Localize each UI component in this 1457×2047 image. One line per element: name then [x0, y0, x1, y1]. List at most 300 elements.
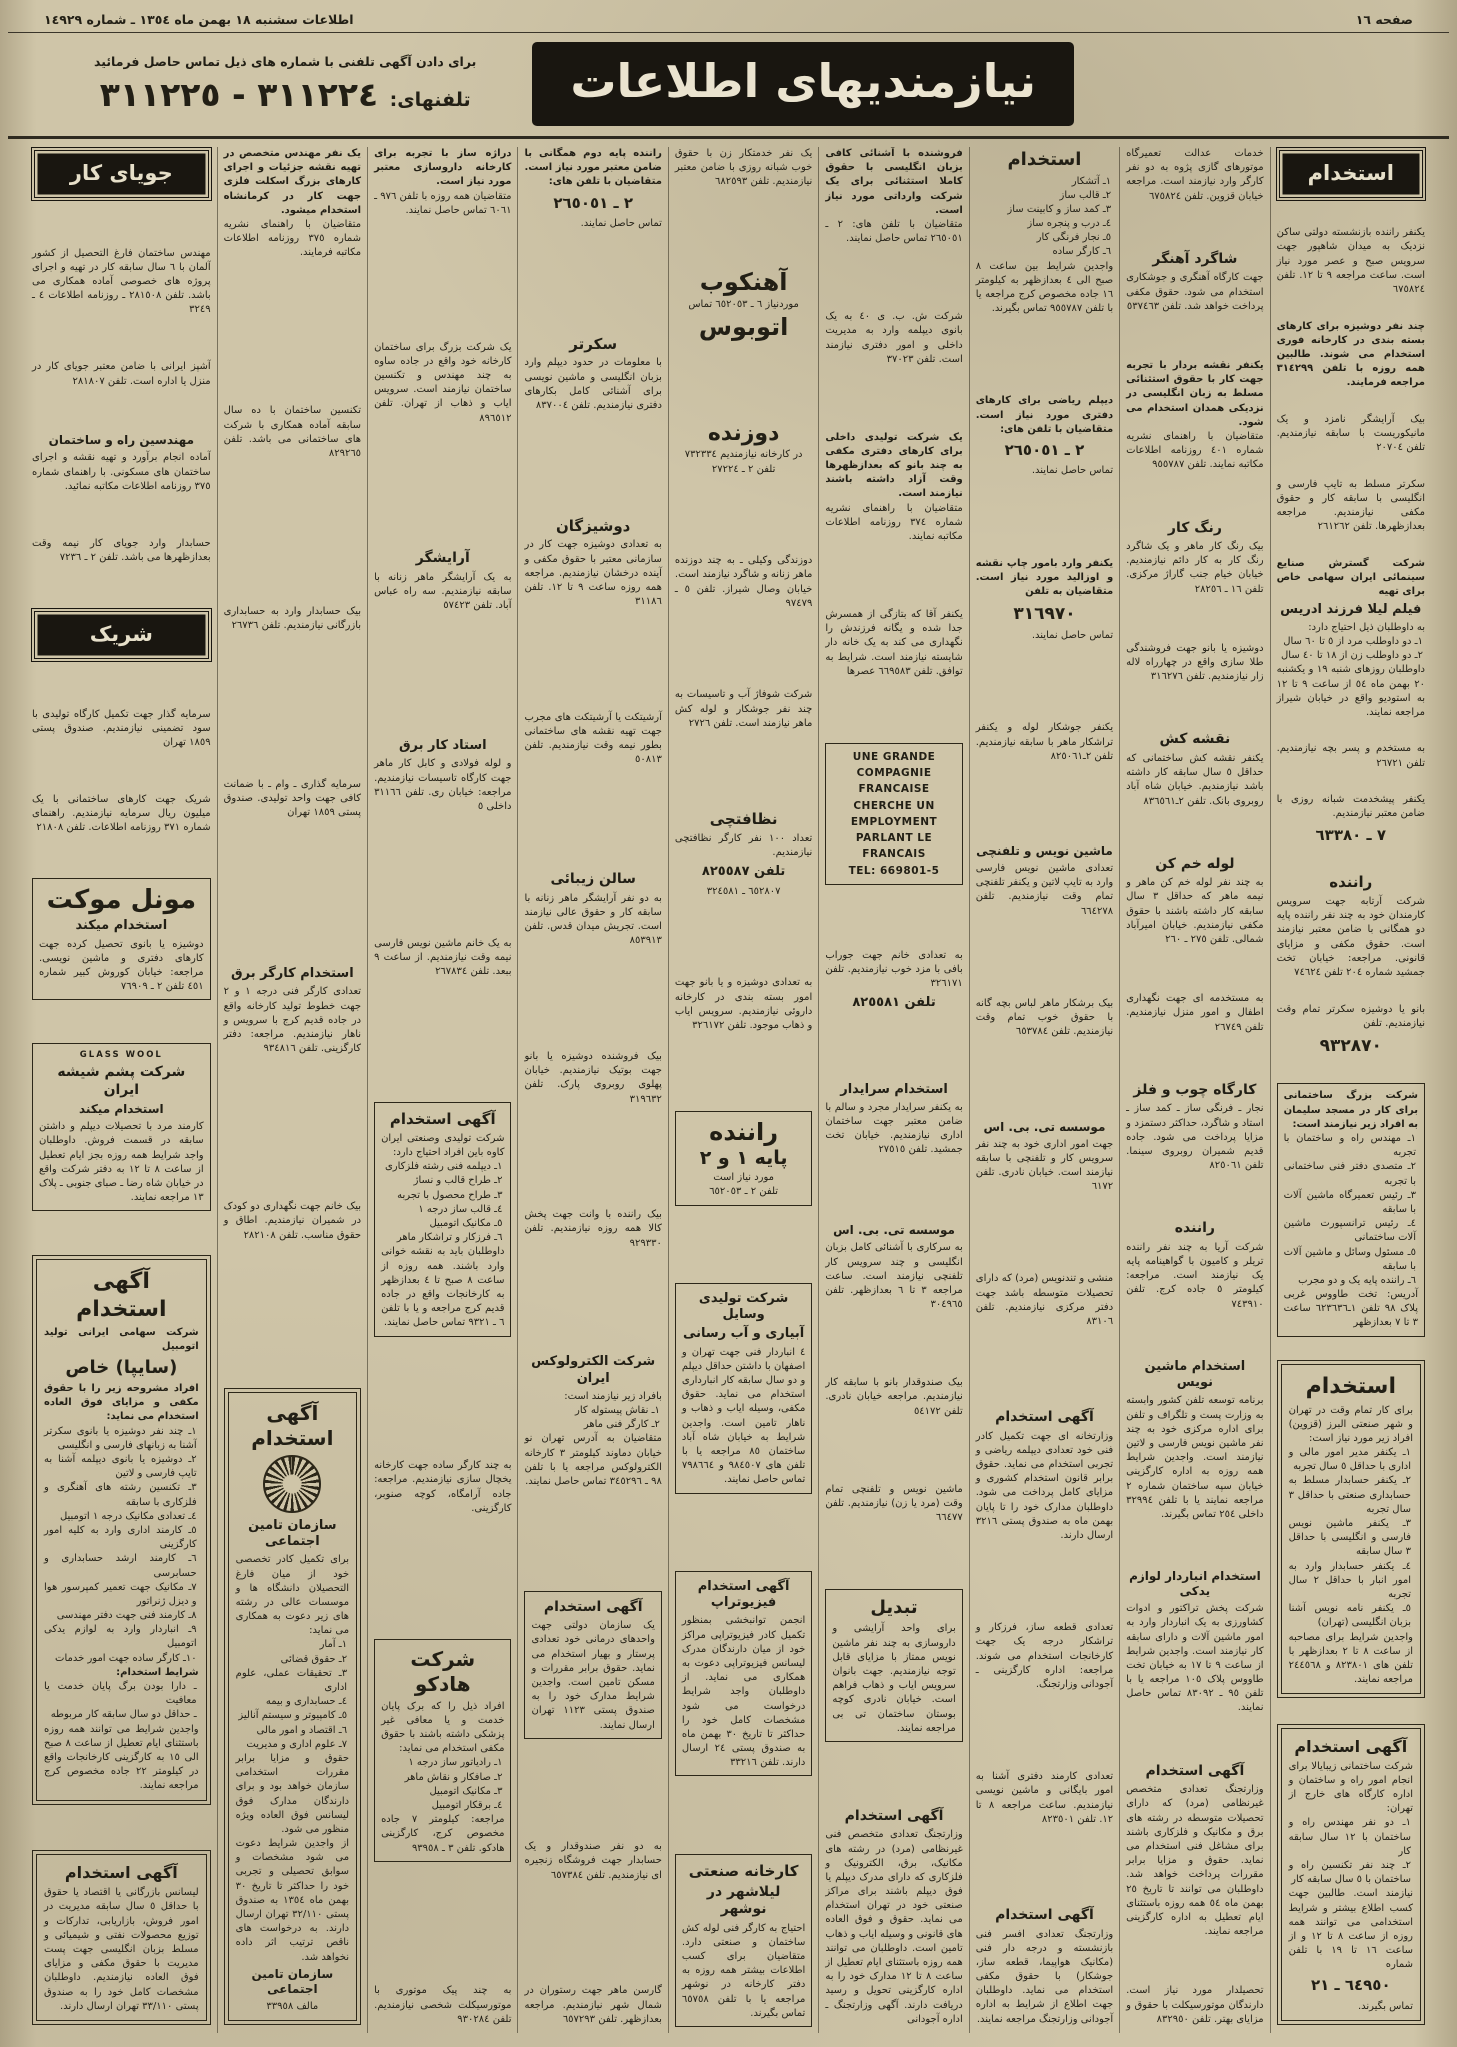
ad-lead-text: راننده پایه دوم همگانی با ضامن معتبر مورد نیاز است. متقاضیان با تلفن های:: [524, 148, 662, 188]
ad-list-item: ۱ـ مهندس راه و ساختمان با تجربه: [1283, 1133, 1416, 1159]
ad-body-text: مراجعه: کیلومتر ۷ جاده مخصوص کرج، کارگزینی هادکو. تلفن ۳ ـ ۹۳۹٥۸: [381, 1814, 505, 1854]
classified-ad: [32, 431, 211, 494]
ad-body-text: متقاضیان به آدرس تهران نو خیابان دماوند کیلومتر ۳ کارخانه الکترولوکس مراجعه یا با تلفن ۹۸ ـ ۳٤٥۲۹٦ تماس حاصل نمایند.: [524, 1433, 662, 1487]
classified-ad: [224, 1200, 361, 1243]
ad-body-text: یکنفر پیشخدمت شبانه روزی با ضامن معتبر نیازمندیم.: [1276, 794, 1425, 820]
ad-heading: نقشه کش: [1159, 731, 1231, 748]
ad-latin-text: FRANCAISE: [858, 783, 930, 796]
ad-list-item: ٦ـ کارگر ساده: [1052, 246, 1112, 258]
ad-body-text: شرکت ساختمانی زیبایالا برای انجام امور راه و ساختمان و اداره کارگاه های خارج از تهران:: [1288, 1760, 1413, 1815]
ad-body-text: به مستخدمه ای جهت نگهداری اطفال و امور منزل نیازمندیم. تلفن ۲٦۷٤۹: [1126, 993, 1264, 1033]
ad-heading: استخدام انباردار لوازم یدکی: [1129, 1569, 1261, 1599]
ad-heading: استخدام کارگر برق: [231, 966, 354, 982]
ad-list-item: ۱ـ نقاش پیستوله کار: [575, 1405, 660, 1417]
ad-body-text: آرشیتکت یا آرشیتکت های مجرب جهت تهیه نقشه های ساختمانی بطور نیمه وقت نیازمندیم. تلفن ٥۰۸۱۳: [524, 711, 662, 766]
ad-body-text: تماس حاصل نمایند.: [1031, 630, 1114, 642]
ad-list-item: ـ حداقل دو سال سابقه کار مربوطه: [50, 1709, 197, 1721]
ad-body-text: یکنفر راننده بازنشسته دولتی ساکن نزدیک به میدان شاهپور جهت سرویس صبح و عصر مورد نیاز است. ساعت مراجعه ۹ تا ۱۲. تلفن ٦۷٥۸۲٤: [1276, 227, 1425, 295]
ad-body-text: بیک خانم جهت نگهداری دو کودک در شمیران نیازمندیم. اطاق و حقوق مناسب. تلفن ۲۸۲۱۰۸: [223, 1201, 362, 1241]
ad-body-text: جهت کارگاه آهنگری و جوشکاری استخدام می شود. حقوق مکفی پرداخت خواهد شد. تلفن ٥۳۷٤٦۳: [1126, 272, 1264, 312]
ad-list-item: ٥ـ کامپیوتر و سیستم آنالیز: [238, 1710, 348, 1722]
classified-ad: [524, 1050, 661, 1107]
ad-body-text: تماس حاصل نمایند.: [1031, 465, 1114, 477]
classified-ad: [675, 976, 812, 1033]
classified-ad: [1126, 1761, 1263, 1940]
ad-list-item: ۲ـ کارگر فنی ماهر: [583, 1419, 660, 1431]
ad-list-item: ۳ـ تحقیقات عملی، علوم اداری: [235, 1667, 348, 1694]
date-line: اطلاعات سشنبه ۱۸ بهمن ماه ۱۳٥٤ ـ شماره ۱٤۹۲۹: [44, 12, 354, 27]
ad-lead-text: فروشنده با آشنائی کافی بزبان انگلیسی با حقوق کاملا استثنائی برای یک شرکت وارداتی مورد نیاز است.: [825, 148, 963, 216]
classified-ad: [1126, 1218, 1263, 1311]
ad-body-text: وزارتجنگ تعدادی متخصص فنی غیرنظامی (مرد) در رشته های مکانیک، برق، الکترونیک و فلزکاری که دارای مدرک دیپلم یا فوق دیپلم باشند برای مراکز صنعتی خود در تهران استخدام می نماید. حقوق و فوق العاده های قانونی و وسیله ایاب و ذهاب تامین است. داوطلبان می توانند همه روزه باستثنای ایام تعطیل از ساعت ۸ تا ۱۲ مدارک خود را به اداره کارگزینی تحویل و رسید دریافت دارند. آگهی وزارتجنگ ـ اداره آجودانی: [825, 1829, 963, 2025]
classified-ad: [675, 1111, 812, 1206]
ad-list-item: ٤ـ قالب ساز درجه ۱: [418, 1203, 503, 1215]
classified-ad: [374, 548, 511, 613]
classified-ad: [374, 1639, 511, 1862]
ad-body-text: دوزندگی وکیلی ـ به چند دوزنده ماهر زنانه و شاگرد نیازمند است. خیابان وصال شیراز. تلفن ٥ ـ ۹۷٤۷۹: [674, 555, 813, 609]
classified-ad: [825, 1080, 962, 1158]
ad-list-item: ۹ـ انباردار وارد به لوازم یدکی اتومبیل: [44, 1624, 197, 1650]
phone-numbers-line: [50, 75, 520, 114]
ad-body-text: به چند نفر لوله خم کن ماهر و نیمه ماهر که حداقل ۳ سال سابقه کار داشته باشند با حقوق مکفی نیازمندیم. خیابان امیرآباد شمالی. تلفن ۲۷٥ ـ ۲٦۰: [1126, 877, 1264, 945]
ad-body-text: بانو یا دوشیزه سکرتر تمام وقت نیازمندیم. تلفن: [1276, 1003, 1425, 1029]
ad-phone-number: ۷ ـ ٦۳۳۸۰: [1315, 825, 1387, 844]
ad-list-item: ۲ـ صافکار و نقاش ماهر: [404, 1771, 503, 1783]
ad-body-text: تعدادی قطعه ساز، فرزکار و تراشکار درجه یک جهت کارخانجات استخدام می شوند. مراجعه: اداره کارگزینی ـ آجودانی وزارتجنگ.: [975, 1622, 1114, 1690]
ad-body-text: احتیاج به کارگر فنی لوله کش ساختمان و صنعتی دارد. متقاضیان برای کسب اطلاعات بیشتر همه روزه به دفتر کارخانه در نوشهر مراجعه یا با تلفن ٦٥۷٥۸ تماس بگیرند.: [681, 1922, 806, 2019]
ad-latin-text: TEL: 669801-5: [848, 864, 940, 877]
ad-lead-text: چند نفر دوشیزه برای کارهای بسته بندی در کارخانه فوری استخدام می شوند. طالبین همه روزه با تلفن ۳۱٤۲۹۹ مراجعه فرمایند.: [1276, 320, 1425, 389]
ad-heading: راننده: [1174, 1220, 1215, 1237]
column-2: [1119, 147, 1269, 2033]
ad-heading: کارخانه صنعتی: [688, 1861, 799, 1880]
ad-lead-text: شرایط استخدام:: [116, 1666, 199, 1678]
ad-center-text: موردنیاز ٦ ـ ٦٥۲۰٥۳ تماس: [688, 298, 799, 310]
classified-ad: [825, 431, 962, 545]
ad-phone-number: ۲ ـ ۲٦٥۰٥۱: [553, 193, 634, 212]
classified-ad: [524, 1208, 661, 1251]
classified-ad: [976, 1272, 1113, 1329]
column-1: [1270, 147, 1431, 2033]
ad-list-item: ۸ـ کارمند فنی جهت دفتر مهندسی: [56, 1610, 197, 1622]
classified-ad: [1277, 478, 1425, 535]
classified-ad: [1126, 518, 1263, 597]
ad-list-item: ۳ـ رئیس تعمیرگاه ماشین آلات با سابقه: [1283, 1189, 1416, 1215]
ad-list-item: ۳ـ کمد ساز و کابینت ساز: [1007, 203, 1112, 215]
ad-heading: آبیاری و آب رسانی: [682, 1326, 805, 1342]
ad-body-text: ٤ انباردار فنی جهت تهران و اصفهان با داشتن حداقل دیپلم و دو سال سابقه کار انبارداری استخدام می نماید. حقوق مکفی، وسیله ایاب و ذهاب و ناهار تامین است. واجدین شرایط به خیابان شاه آباد ساختمان ۸٥ مراجعه یا با تلفن های ۹۸٤٥۰۷ و ۷۹۸٦٦٤ تماس حاصل نمایند.: [681, 1346, 806, 1486]
masthead-row: [8, 33, 1449, 139]
ad-body-text: شرکت آرتابه جهت سرویس کارمندان خود به چند نفر راننده پایه دو همگانی با ضامن معتبر نیازمند است. حقوق مکفی و مزایای قانونی. مراجعه: خیابان تخت جمشید شماره ۲۰٤ تلفن ۷٤٦۲٤: [1276, 896, 1425, 978]
columns: [0, 139, 1457, 2033]
ad-list-item: ۷ـ مکانیک جهت تعمیر کمپرسور هوا و دیزل ژنراتور: [44, 1581, 197, 1607]
ad-body-text: به چند پیک موتوری با موتورسیکلت شخصی نیازمندیم. تلفن ۹۳۰۲۸٤: [374, 1985, 512, 2025]
ad-list-item: ۱ـ دو داوطلب مرد از ٥ تا ٦۰ سال: [1283, 635, 1423, 647]
ad-body-text: شرکت شوفاژ آب و تاسیسات به چند نفر جوشکار و لوله کش ماهر نیازمند است. تلفن ۲۷۲٦: [674, 689, 813, 729]
ad-center-text: در کارخانه نیازمندیم ۷۳۲۳۳٤: [684, 449, 803, 461]
classified-ad: [1126, 249, 1263, 314]
classified-ad: [976, 1905, 1113, 2027]
ad-heading: فیلم لیلا فرزند ادریس: [1280, 601, 1422, 617]
classified-ad: [1277, 1003, 1425, 1062]
ad-heading: استخدام میکند: [79, 1102, 164, 1117]
classified-ad: [825, 1589, 962, 1742]
ad-heading: شرکت الکترولوکس ایران: [531, 1354, 656, 1386]
ad-heading: آگهی استخدام: [251, 1400, 334, 1450]
classified-ad: [32, 608, 211, 665]
classified-ad: [374, 1102, 511, 1336]
ad-body-text: وزارتجنگ تعدادی متخصص غیرنظامی (مرد) که دارای تحصیلات متوسطه در رشته های برق و مکانیک و فلزکاری باشند برای مشاغل فنی استخدام می نماید. حقوق و مزایا برابر مقررات پرداخت خواهد شد. داوطلبان می توانند تا تاریخ ۲٥ بهمن ماه ٥٤ همه روزه باستثنای ایام تعطیل به اداره کارگزینی مراجعه نمایند.: [1126, 1784, 1264, 1938]
classified-ad: [1126, 992, 1263, 1035]
ad-heading: سالن زیبائی: [550, 871, 636, 888]
ad-heading: مهندسین راه و ساختمان: [48, 433, 195, 448]
ad-heading: شرکت هادکو: [410, 1646, 476, 1696]
ad-heading: آگهی استخدام: [76, 1269, 167, 1322]
ad-body-text: خدمات عدالت تعمیرگاه موتورهای گازی پژوه به دو نفر کارگر وارد نیازمند است. مراجعه خیابان قزوین. تلفن ٦۷٥۸۲٤: [1126, 148, 1264, 202]
ad-lead-text: شرکت سهامی ایرانی تولید اتومبیل: [44, 1327, 199, 1353]
ad-body-text: حقوق و مزایا برابر مقررات استخدامی سازمان خواهد بود و برای دارندگان مدارک فوق لیسانس فوق العاده ویژه منظور می شود.: [235, 1752, 350, 1835]
ad-body-text: متقاضیان با راهنمای نشریه شماره ٤۰۱ روزنامه اطلاعات مکاتبه نمایند. تلفن ۹٥٥۷۸۷: [1126, 430, 1264, 471]
classified-ad: [1126, 642, 1263, 685]
ad-heading: آگهی استخدام: [995, 1409, 1094, 1426]
ad-lead-text: شرکت بزرگ ساختمانی برای کار در مسجد سلیمان به افراد زیر نیازمند است:: [1283, 1090, 1418, 1130]
classified-ad: [1126, 1567, 1263, 1716]
ad-body-text: به چند کارگر ساده جهت کارخانه یخچال سازی نیازمندیم. مراجعه: جاده آرامگاه، کوچه صنوبر، کارگزینی.: [374, 1460, 512, 1514]
ad-list-item: ٦ـ اقتصاد و امور مالی: [256, 1724, 348, 1736]
column-7: [367, 147, 517, 2033]
ad-list-item: ۲ـ قالب ساز: [1059, 189, 1112, 201]
ad-body-text: منشی و تندنویس (مرد) که دارای تحصیلات متوسطه باشد جهت دفتر مرکزی نیازمندیم. تلفن ۸۳۱۰٦: [975, 1273, 1114, 1327]
ad-heading: لوله خم کن: [1155, 855, 1235, 872]
ad-center-text: تلفن ۲ ـ ٦٥۲۰٥۳: [709, 1186, 779, 1198]
ad-heading: آگهی استخدام: [1294, 1736, 1408, 1756]
ad-body-text: با معلومات در حدود دیپلم وارد بزبان انگلیسی و ماشین نویسی برای آشنائی کامل بکارهای دفتری نیازمندیم. تلفن ۸۳۷۰۰٤: [524, 357, 662, 411]
ad-body-text: تحصیلدار مورد نیاز است. دارندگان موتورسیکلت با حقوق و مزایای بهتر. تلفن ۸۳۲۹٥۰: [1126, 1985, 1264, 2025]
ad-body-text: برای کار تمام وقت در تهران و شهر صنعتی البرز (قزوین) افراد زیر مورد نیاز است:: [1288, 1404, 1413, 1444]
ad-heading: سکرتر: [569, 334, 618, 353]
ad-list-item: ٤ـ برقکار اتومبیل: [431, 1799, 503, 1811]
classified-ad: [675, 688, 812, 731]
ad-heading: رنگ کار: [1167, 519, 1222, 536]
classified-ad: [1277, 793, 1425, 849]
ad-body-text: بیک راننده با وانت جهت پخش کالا همه روزه نیازمندیم. تلفن ۹۲۹۳۳۰: [524, 1209, 662, 1249]
column-3: [969, 147, 1119, 2033]
ad-body-text: گارسن ماهر جهت رستوران در شمال شهر نیازمندیم. مراجعه بعدازظهر. تلفن ٦٥۷۲۹۳: [524, 1985, 662, 2025]
ad-list-item: ٤ـ حسابداری و بیمه: [265, 1696, 348, 1708]
ad-body-text: آدریس: تخت طاووس غربی پلاک ۹۸ تلفن ۱ـ٦۲۳٦۳٦ ساعت ۳ تا ۷ بعدازظهر: [1283, 1289, 1419, 1329]
classified-ad: [976, 997, 1113, 1040]
ad-list-item: ۷ـ علوم اداری و مدیریت: [246, 1738, 348, 1750]
classified-ad: [524, 711, 661, 768]
classified-ad: [1277, 320, 1425, 391]
ad-body-text: به مستخدم و پسر بچه نیازمندیم. تلفن ۲٦۷۲۱: [1276, 743, 1425, 769]
ad-body-text: آشپز ایرانی با ضامن معتبر جویای کار در منزل یا اداره است. تلفن ۲۸۱۸۰۷: [32, 361, 211, 387]
ad-body-text: واجدین شرایط می توانند همه روزه باستثنای ایام تعطیل از ساعت ۸ صبح الی ۱٥ به کارگزینی کارخانجات واقع در کیلومتر ۲۲ جاده مخصوص کرج مراجعه نمایند.: [44, 1723, 199, 1792]
ad-body-text: انجمن توانبخشی بمنظور تکمیل کادر فیزیوتراپی مراکز خود از میان دارندگان مدرک لیسانس فیزیوتراپی دعوت به همکاری می نماید. از داوطلبان واجد شرایط درخواست می شود مشخصات کامل خود را حداکثر تا تاریخ ۳۰ بهمن ماه به صندوق پستی ۲٤ ارسال دارند. تلفن ۳۳۲۱٦: [681, 1615, 806, 1769]
ad-heading: سازمان تامین اجتماعی: [251, 1966, 334, 1996]
classified-ad: [675, 420, 812, 477]
classified-ad: [524, 869, 661, 948]
classified-ad: [32, 147, 211, 204]
ad-list-item: ۲ـ طراح قالب و نساژ: [413, 1175, 503, 1187]
ad-big-heading: اتوبوس: [698, 312, 789, 341]
ad-body-text: دوشیزه یا بانوی تحصیل کرده جهت کارهای دفتری و ماشین نویسی. مراجعه: خیابان کوروش کبیر شماره ٤٥۱ تلفن ۲ ـ ۷٦۹۰۹: [39, 938, 204, 993]
page-number: صفحه ۱٦: [1355, 12, 1413, 27]
section-header: جویای کار: [34, 150, 209, 198]
ad-body-text: به تعدادی دوشیزه و یا بانو جهت امور بسته بندی در کارخانه داروئی نیازمندیم. سرویس ایاب و ذهاب موجود. تلفن ۳۲٦۱۷۲: [674, 977, 813, 1031]
phone-numbers: ۳۱۱۲۲٤ - ۳۱۱۲۲٥: [99, 75, 379, 114]
classified-ad: [825, 147, 962, 246]
ad-heading: سازمان تامین اجتماعی: [248, 1517, 337, 1550]
ad-lead-text: یک نفر مهندس متخصص در تهیه نقشه جزئیات و اجرای کارهای بزرگ اسکلت فلزی جهت کار در کرمانشاه استخدام میشود.: [223, 148, 362, 216]
ad-body-text: شرکت تولیدی وصنعتی ایران کاوه باین افراد احتیاج دارد:: [381, 1132, 505, 1159]
classified-ad: [825, 1376, 962, 1419]
column-8: [217, 147, 367, 2033]
ad-list-item: ٥ـ نجار فرنگی کار: [1036, 232, 1112, 244]
ad-list-item: ٥ـ کارمند اداری وارد به کلیه امور کارگزینی: [44, 1524, 197, 1551]
classified-ad: [524, 515, 661, 610]
ad-heading: استاد کار برق: [398, 738, 487, 754]
ad-body-text: یک سازمان دولتی جهت واحدهای درمانی خود تعدادی پرستار و بهیار استخدام می نماید. حقوق برابر مقررات و مسکن تامین است. واجدین شرایط مدارک خود را به صندوق پستی ۱۱۲۳ تهران ارسال نمایند.: [531, 1620, 655, 1731]
ad-body-text: یکنفر آقا که بتازگی از همسرش جدا شده و یگانه فرزندش را نگهداری می کند به یک خانه دار شایسته نیازمند است. شرایط به توافق. تلفن ٦٦۹٥۸۳ عصرها: [825, 609, 963, 677]
ad-list-item: ۱ـ یکنفر مدیر امور مالی و اداری با حداقل ٥ سال تجربه: [1288, 1447, 1411, 1473]
ad-body-text: جهت امور اداری خود به چند نفر سرویس کار و تلفنچی با سابقه نیازمند است. خیابان نادری. تلفن ٦۱۷۲: [975, 1138, 1114, 1193]
ad-lead-text: دراژه ساز با تجربه برای کارخانه داروسازی معتبر مورد نیاز است.: [374, 148, 512, 188]
ad-body-text: برنامه توسعه تلفن کشور وابسته به وزارت پست و تلگراف و تلفن برای اداره مرکزی خود به چند نفر ماشین نویس فارسی و لاتین نیازمند است. واجدین شرایط همه روزه به اداره کارگزینی خیابان سپه ساختمان شماره ۲ مراجعه نمایند یا با تلفن ۳۲۹۹٤ داخلی ۲٥٤ تماس بگیرند.: [1126, 1395, 1264, 1520]
ad-body-text: دوشیزه یا بانو جهت فروشندگی طلا سازی واقع در چهارراه لاله زار نیازمندیم. تلفن ۳۱٦۲۷٦: [1126, 642, 1264, 683]
ad-body-text: به تعدادی دوشیزه جهت کار در سازمانی معتبر با حقوق مکفی و آینده درخشان نیازمندیم. مراجعه همه روزه ساعت ۹ تا ۱۲. تلفن ۳۱۱۸٦: [524, 539, 662, 608]
classified-ad: [675, 267, 812, 343]
classified-ad: [374, 1459, 511, 1516]
ad-list-item: ۳ـ تکنسین رشته های آهنگری و فلزکاری با سابقه: [44, 1482, 197, 1508]
ad-phone-number: تلفن ۸۲٥٥۸۱: [852, 995, 936, 1011]
section-header: شریک: [34, 611, 209, 659]
ad-center-text: مورد نیاز است: [713, 1172, 775, 1184]
ad-body-text: یک نفر خدمتکار زن با حقوق خوب شبانه روزی با ضامن معتبر نیازمندیم. تلفن ٦۸۲٥۹۳: [674, 148, 813, 188]
ad-list-item: ۲ـ دو داوطلب زن از ۱۸ تا ٤۰ سال: [1281, 650, 1423, 662]
ad-heading: استخدام: [1305, 1374, 1396, 1400]
classified-ad: [675, 1571, 812, 1777]
ad-big-heading: دوزنده: [707, 421, 780, 447]
ad-body-text: واجدین شرایط برای مصاحبه از ساعت ۸ تا ۲ بعدازظهر با تلفن های ۸۲۳۸۰۱ و ۲٤٤٥٦۸ مراجعه نمایند.: [1288, 1631, 1413, 1686]
ad-body-text: یک شرکت بزرگ برای ساختمان کارخانه خود واقع در جاده ساوه به چند مهندس و تکنسین ساختمان نیازمند است. سرویس ایاب و ذهاب از تهران. تلفن ۸۹٦٥۱۲: [374, 341, 512, 424]
classified-ad: [1277, 147, 1425, 204]
classified-ad: [524, 1840, 661, 1883]
ad-body-text: بیک برشکار ماهر لباس بچه گانه با حقوق خوب تمام وقت نیازمندیم. تلفن ٦٥۳۷۸٤: [975, 997, 1114, 1038]
ad-list-item: ۱ـ آمار: [319, 1639, 348, 1651]
ad-body-text: ماشین نویس و تلفنچی تمام وقت (مرد یا زن) نیازمندیم. تلفن ٦٦٤۷۷: [825, 1483, 963, 1523]
ad-lead-text: شرکت گسترش صنایع سینمائی ایران سهامی خاص برای تهیه: [1276, 557, 1425, 598]
classified-ad: [524, 1984, 661, 2027]
classified-ad: [524, 147, 661, 231]
classified-ad: [1277, 871, 1425, 980]
ad-list-item: ۱ـ دیپلمه فنی رشته فلزکاری: [384, 1161, 503, 1173]
ad-body-text: تعدادی ماشین نویس فارسی وارد به تایپ لاتین و یکنفر تلفنچی تمام وقت نیازمندیم. تلفن ٦٦٤۲۷۸: [975, 863, 1114, 917]
ad-body-text: بیک رنگ کار ماهر و یک شاگرد رنگ کار به کار دائم نیازمندیم. خیابان خیام جنب گاراژ مرکزی. تلفن ۱٦ ـ ۲۸۲٥٦: [1126, 541, 1264, 595]
classified-ad: [675, 1283, 812, 1494]
classified-ad: [976, 557, 1113, 644]
ad-list-item: ٤ـ یکنفر حسابدار وارد به امور انبار با حداقل ۲ سال تجربه: [1288, 1560, 1411, 1600]
phone-note: برای دادن آگهی تلفنی با شماره های ذیل تماس حاصل فرمائید: [94, 54, 477, 69]
ad-lead-text: دیپلم ریاضی برای کارهای دفتری مورد نیاز است. متقاضیان با تلفن های:: [975, 395, 1114, 435]
ad-latin-text: UNE GRANDE: [852, 750, 936, 763]
ad-heading: استخدام: [1007, 149, 1082, 170]
ad-body-text: به تعدادی خانم جهت جوراب بافی با مزد خوب نیازمندیم. تلفن ۳۲٦۱۷۱: [825, 949, 963, 990]
ad-list-item: ۱۰ـ کارگر ساده جهت امور خدمات: [55, 1652, 197, 1664]
ad-list-item: ٤ـ تعدادی مکانیک درجه ۱ اتومبیل: [59, 1510, 197, 1522]
classified-ad: [32, 708, 211, 751]
ad-body-text: داوطلبان باید به نقشه خوانی وارد باشند. همه روزه از ساعت ۸ صبح تا ٤ بعدازظهر به کارخانجات واقع در جاده قدیم کرج مراجعه و یا با تلفن ٦ ـ ۹۳۲۱ تماس حاصل نمایند.: [381, 1246, 505, 1329]
ad-body-text: بیک فروشنده دوشیزه یا بانو جهت بوتیک نیازمندیم. خیابان پهلوی روبروی پارک. تلفن ۳۱۹٦۳۲: [524, 1050, 662, 1105]
social-insurance-emblem-icon: [263, 1455, 321, 1513]
classified-ad: [374, 341, 511, 426]
ad-body-text: تعداد ۱۰۰ نفر کارگر نظافتچی نیازمندیم.: [674, 833, 813, 859]
ad-body-text: شرکت پخش تراکتور و ادوات کشاورزی به یک انباردار وارد به امور ماشین آلات و دارای سابقه کار نیازمند است. واجدین شرایط از ساعت ۹ تا ۱۷ به خیابان تخت طاووس پلاک ۱۰٥ مراجعه یا با تلفن ۹٥ ـ ۸۳۰۹۲ تماس حاصل نمایند.: [1126, 1603, 1264, 1714]
ad-phone-number: ۲ ـ ۲٦٥۰٥۱: [1004, 441, 1085, 459]
ad-body-text: تکنسین ساختمان با ده سال سابقه آماده همکاری با شرکت های ساختمانی می باشد. تلفن ۸۲۹۲٦٥: [223, 405, 362, 460]
ad-heading: استخدام میکند: [75, 918, 168, 934]
classified-ad: [1126, 854, 1263, 947]
ad-body-text: آماده انجام برآورد و تهیه نقشه و اجرای ساختمان های مسکونی. با راهنمای شماره ۳۷٥ روزنامه اطلاعات مکاتبه نمائید.: [32, 452, 211, 492]
classified-ad: [224, 778, 361, 821]
classified-ad: [374, 937, 511, 980]
ad-lead-text: افراد مشروحه زیر را با حقوق مکفی و مزایای فوق العاده استخدام می نماید:: [44, 1383, 199, 1423]
classified-ad: [224, 404, 361, 461]
ad-big-heading: راننده: [709, 1117, 779, 1146]
ad-body-text: کارمند مرد با تحصیلات دیپلم و داشتن سابقه در قسمت فروش. داوطلبان واجد شرایط همه روزه بجز ایام تعطیل از ساعت ۸ تا ۱۲ به دفتر شرکت واقع در خیابان شاه رضا ـ صبای جنوبی ـ پلاک ۱۳ مراجعه نمایند.: [39, 1121, 204, 1204]
classified-ad: [1126, 147, 1263, 204]
ad-body-text: یکنفر جوشکار لوله و یکنفر تراشکار ماهر با سابقه نیازمندیم. تلفن ۲ـ۸۲٥۰٦۱: [975, 722, 1114, 762]
classified-ad: [976, 1621, 1113, 1692]
ad-body-text: یکنفر نقشه کش ساختمانی که حداقل ٥ سال سابقه کار داشته باشد نیازمندیم. خیابان شاه آباد روبروی بانک. تلفن ۲ـ۸۳٦٥٦۱: [1126, 752, 1264, 807]
classified-ad: [825, 949, 962, 1016]
classified-ad: [32, 793, 211, 836]
classified-ad: [825, 743, 962, 885]
ad-list-item: ۲ـ حقوق قضائی: [280, 1653, 348, 1665]
classified-ad: [524, 1591, 661, 1739]
classified-ad: [32, 537, 211, 565]
ad-heading: ماشین نویس و تلفنچی: [976, 844, 1113, 859]
ad-list-item: ٦ـ فرزکار و تراشکار ماهر: [396, 1232, 503, 1244]
ad-body-text: به یکنفر سرایدار مجرد و سالم با ضامن معتبر جهت ساختمان اداری نیازمندیم. خیابان تخت جمشید. تلفن ۲۷٥۱٥: [825, 1101, 963, 1156]
classified-ad: [976, 1407, 1113, 1543]
ad-heading: آگهی استخدام: [995, 1907, 1094, 1924]
classified-ad: [675, 554, 812, 611]
classified-ad: [976, 147, 1113, 316]
ad-lead-text: یک شرکت تولیدی داخلی برای کارهای دفتری مکفی به چند بانو که بعدازظهرها وقت آزاد داشته باشند نیازمند است.: [825, 431, 963, 500]
classified-ad: [1277, 226, 1425, 297]
ad-center-text: مالف ۳۳۹٥۸: [266, 2000, 319, 2012]
column-5: [668, 147, 818, 2033]
ad-list-item: ٥ـ مکانیک اتومبیل: [429, 1218, 503, 1229]
ad-heading: شرکت تولیدی وسایل: [698, 1290, 789, 1323]
classified-ad: [32, 878, 211, 1000]
ad-list-item: ۱ـ چند نفر دوشیزه یا بانوی سکرتر آشنا به زبانهای فارسی و انگلیسی: [44, 1425, 197, 1451]
ad-list-item: ۳ـ یکنفر ماشین نویس فارسی و انگلیسی با حداقل ۳ سال سابقه: [1288, 1518, 1411, 1558]
classified-ad: [1126, 359, 1263, 473]
ad-body-text: وزارتخانه ای جهت تکمیل کادر فنی خود تعدادی دیپلمه ریاضی و تجربی استخدام می نماید. حقوق برابر قانون استخدام کشوری و مزایای کامل پرداخت می شود. داوطلبان مدارک خود را تا پایان بهمن ماه به صندوق پستی ۳۲۱٦ ارسال دارند.: [975, 1430, 1114, 1541]
ad-heading: لیلاشهر در نوشهر: [706, 1883, 781, 1918]
ad-phone-number: تلفن ۸۲٥٥۸۷: [701, 864, 786, 880]
ad-body-text: تماس حاصل نمایند.: [580, 217, 662, 229]
ad-heading: آگهی استخدام فیزیوتراپ: [697, 1578, 790, 1611]
classified-ad: [1281, 1728, 1421, 2021]
ad-list-item: ٤ـ درب و پنجره ساز: [1027, 218, 1112, 230]
classified-ad: [224, 147, 361, 261]
ad-list-item: ۲ـ دوشیزه یا بانوی دیپلمه آشنا به تایپ فارسی و لاتین: [44, 1454, 197, 1480]
phones-block: [38, 54, 532, 114]
classified-ad: [1277, 557, 1425, 720]
classified-ad: [1277, 413, 1425, 456]
ad-body-text: متقاضیان همه روزه با تلفن ۹۷٦ ـ ٦۰٦۱ تماس حاصل نمایند.: [374, 190, 512, 216]
classified-ad: [32, 1043, 211, 1211]
ad-phone-number: ۹۳۲۸۷۰: [1319, 1035, 1382, 1056]
classified-ad: [374, 1984, 511, 2027]
ad-big-heading: آهنکوب: [699, 267, 788, 296]
classified-ad: [675, 1854, 812, 2027]
classified-ad: [825, 310, 962, 367]
ad-list-item: ٤ـ رئیس ترانسپورت ماشین آلات ساختمانی: [1283, 1218, 1416, 1244]
ad-heading: (سایپا) خاص: [65, 1356, 178, 1378]
ad-phone-number: ٦٤۹٥۰ ـ ۲۱: [1310, 1976, 1391, 1995]
ad-list-item: ٦ـ راننده پایه یک و دو مجرب: [1298, 1274, 1416, 1286]
ad-big-heading: پایه ۱ و ۲: [699, 1147, 788, 1170]
column-6: [517, 147, 667, 2033]
ad-lead-text: یکنفر وارد بامور چاپ نقشه و اوزالید مورد نیاز است. متقاضیان به تلفن: [975, 557, 1114, 597]
ad-body-text: تعدادی کارگر فنی درجه ۱ و ۲ جهت خطوط تولید کارخانه واقع در جاده قدیم کرج با سرویس و ناهار نیازمندیم. مراجعه: دفتر کارگزینی. تلفن ۹۳٤۸۱٦: [223, 986, 362, 1055]
ad-heading: آگهی استخدام: [389, 1110, 496, 1129]
classified-ad: [1277, 1083, 1425, 1336]
ad-body-text: به سرکاری با آشنائی کامل بزبان انگلیسی و چند سرویس کار تلفنچی نیازمند است. ساعت مراجعه ۳ تا ٦ بعدازظهر. تلفن ۳۰٤۹٦٥: [825, 1242, 963, 1311]
classified-ad: [32, 247, 211, 318]
section-header: استخدام: [1279, 150, 1423, 198]
classified-ad: [32, 360, 211, 388]
column-9: [26, 147, 217, 2033]
classified-ad: [976, 1118, 1113, 1195]
classified-ad: [825, 1806, 962, 2027]
ad-latin-text: COMPAGNIE: [856, 767, 932, 780]
ad-latin-text: CHERCHE UN: [853, 799, 935, 812]
classified-ad: [374, 147, 511, 218]
classified-ad: [1277, 742, 1425, 770]
ad-body-text: بیک آرایشگر نامزد و یک مانیکوریست با سابقه نیازمندیم. تلفن ۲۰۷۰٤: [1276, 413, 1425, 454]
classified-ad: [976, 721, 1113, 764]
ad-list-item: ٥ـ یکنفر نامه نویس آشنا بزبان انگلیسی (تهران): [1288, 1603, 1411, 1629]
ad-heading: دوشیزگان: [556, 516, 631, 535]
ad-heading: آگهی استخدام: [543, 1598, 643, 1615]
ad-list-item: ۳ـ طراح محصول با تجربه: [397, 1189, 503, 1201]
ad-body-text: برای تکمیل کادر تخصصی خود از میان فارغ التحصیلان دانشگاه ها و موسسات عالی در رشته های زیر دعوت به همکاری می نماید:: [235, 1554, 350, 1637]
ad-body-text: تعدادی کارمند دفتری آشنا به امور بایگانی و ماشین نویسی نیازمندیم. ساعت مراجعه ۸ تا ۱۲. تلفن ۸۲۳٥۰۱: [975, 1771, 1114, 1825]
classified-ad: [224, 964, 361, 1056]
ad-heading: تبدیل: [870, 1596, 918, 1618]
ad-list-item: ۲ـ متصدی دفتر فنی ساختمانی با تجربه: [1283, 1161, 1416, 1187]
ad-heading: آرایشگر: [415, 550, 470, 567]
ad-body-text: متقاضیان با تلفن های: ۲ ـ ۲٦٥۰٥۱ تماس حاصل نمایند.: [825, 218, 963, 245]
classified-ad: [1281, 1364, 1421, 1694]
ad-body-text: نیازمند است. طالبین جهت کسب اطلاع بیشتر و شرایط استخدامی می توانند همه روزه از ساعت ۸ تا ۱۲ و از ساعت ۱٦ تا ۱۹ با تلفن شماره: [1288, 1888, 1414, 1971]
ad-body-text: بیک صندوقدار بانو با سابقه کار نیازمندیم. مراجعه خیابان نادری. تلفن ٥٤۱۷۲: [825, 1377, 963, 1417]
ad-body-text: لیسانس بازرگانی یا اقتصاد یا حقوق با حداقل ٥ سال سابقه مدیریت در امور فروش، بازاریابی، تدارکات و توزیع محصولات نفتی و شیمیائی و مسلط بزبان انگلیسی جهت پست مدیریت با حقوق مکفی و مزایای فوق العاده نیازمندیم. داوطلبان مشخصات کامل خود را به صندوق پستی ۳۳/۱۱۰ تهران ارسال دارند.: [44, 1887, 199, 2012]
ad-body-text: حسابدار وارد جویای کار نیمه وقت بعدازظهرها می باشد. تلفن ۲ ـ ۷۲۳٦: [32, 537, 211, 563]
classified-ad: [228, 1392, 357, 2021]
ad-body-text: به یک خانم ماشین نویس فارسی نیمه وقت نیازمندیم. از ساعت ۹ ببعد. تلفن ۲٦۷۸۳٤: [374, 937, 512, 978]
ad-body-text: سرمایه گذاری ـ وام ـ با ضمانت کافی جهت واحد تولیدی. صندوق پستی ۱۸٥۹ تهران: [223, 778, 362, 818]
ad-heading: استخدام ماشین نویس: [1144, 1358, 1246, 1391]
ad-body-text: واجدین شرایط بین ساعت ۸ صبح الی ٤ بعدازظهر به کیلومتر ۱٦ جاده مخصوص کرج مراجعه یا با تلفن ۹٥٥۷۸۷ تماس بگیرند.: [975, 260, 1114, 315]
classified-ad: [224, 605, 361, 633]
ad-body-text: برای واحد آرایشی و داروسازی به چند نفر ماشین نویس ممتاز با مزایای قابل توجه نیازمندیم. جهت بانوان سرویس ایاب و ذهاب فراهم است. خیابان نادری کوچه بوستان ساختمان تی بی مراجعه نمایند.: [832, 1623, 956, 1734]
